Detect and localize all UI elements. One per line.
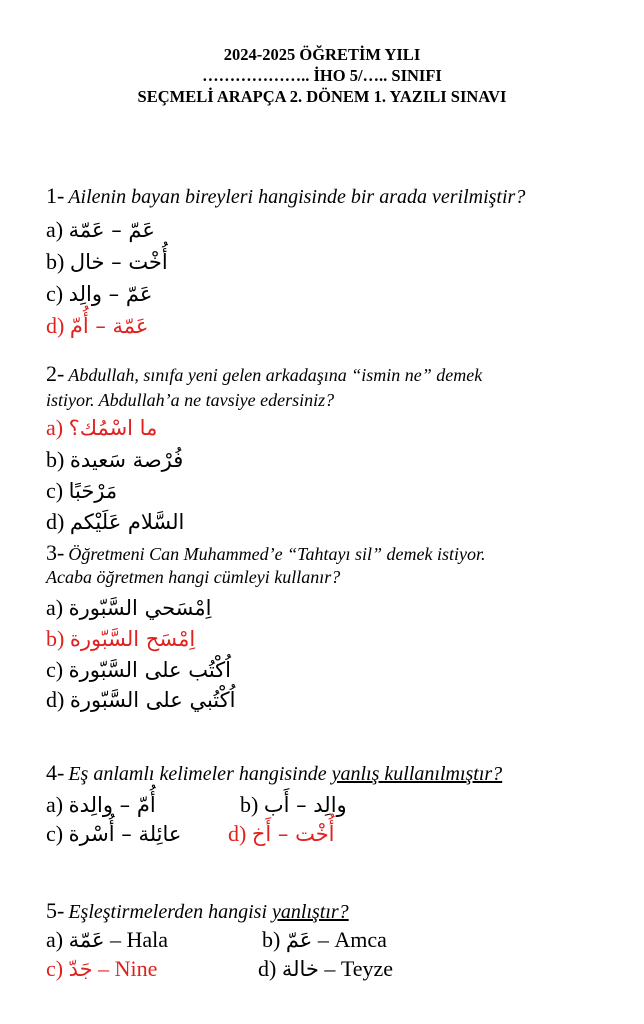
q5-option-d [258,955,393,983]
option-letter: b) [240,792,259,817]
question-text [68,901,348,923]
option-letter: b) [262,927,281,952]
question-3 [46,540,485,566]
q4-option-d-correct [228,820,335,848]
option-letter: c) [46,821,64,846]
question-number: 3- [46,540,65,565]
q4-option-b [240,791,347,819]
option-arabic: والِد – أَب [263,793,347,817]
option-letter: c) [46,657,64,682]
option-arabic: اِمْسَح السَّبّورة [69,627,196,651]
option-turkish: – Nine [92,956,158,981]
option-arabic: خالة [281,957,319,981]
option-letter: b) [46,447,65,472]
option-letter: d) [46,509,65,534]
header-class: ……………….. İHO 5/….. SINIFI [202,66,442,85]
question-text [68,763,502,785]
header-exam-title: SEÇMELİ ARAPÇA 2. DÖNEM 1. YAZILI SINAVI [137,87,507,106]
option-arabic: عَمّ – عَمّة [68,218,155,242]
option-letter: a) [46,792,64,817]
option-arabic: عَمّة [68,928,105,952]
option-letter: c) [46,478,64,503]
question-text-line-1: Öğretmeni Can Muhammed’e “Tahtayı sil” demek istiyor. [68,544,486,564]
option-letter: a) [46,595,64,620]
question-text-main: Eşleştirmelerden hangisi [68,901,273,923]
question-text-underlined: yanlış kullanılmıştır? [331,763,503,785]
option-arabic: السَّلام عَلَيْكم [69,510,185,534]
option-arabic: أُخْت – أَخ [251,822,335,846]
question-text-line-2: Acaba öğretmen hangi cümleyi kullanır? [46,567,341,587]
option-arabic: اِمْسَحي السَّبّورة [68,596,212,620]
option-turkish: – Teyze [318,956,394,981]
q3-option-c [46,656,231,684]
option-turkish: – Hala [104,927,169,952]
question-text: Ailenin bayan bireyleri hangisinde bir arada verilmiştir? [68,186,526,208]
question-2 [46,361,482,387]
q3-option-b-correct [46,625,195,653]
option-letter: c) [46,281,64,306]
option-letter: a) [46,415,64,440]
q2-option-c [46,477,117,505]
option-arabic: ما اسْمُك؟ [68,416,158,440]
q5-option-c-correct [46,955,157,983]
option-arabic: عَمّة – أُمّ [69,314,149,338]
option-arabic: عَمّ [285,928,313,952]
option-arabic: مَرْحَبًا [68,479,118,503]
option-arabic: اُكْتُب على السَّبّورة [68,658,232,682]
q2-option-a-correct [46,414,157,442]
exam-header [0,44,644,107]
option-arabic: جَدّ [68,957,93,981]
option-letter: c) [46,956,64,981]
q2-option-d [46,508,184,536]
question-4 [46,760,502,786]
question-number: 1- [46,183,65,208]
question-number: 2- [46,361,65,386]
option-arabic: فُرْصة سَعيدة [69,448,184,472]
option-letter: a) [46,927,64,952]
q4-option-a [46,791,156,819]
option-letter: d) [46,687,65,712]
option-letter: b) [46,626,65,651]
option-arabic: عَمّ – والِد [68,282,153,306]
option-letter: d) [258,956,277,981]
q3-option-a [46,594,211,622]
q4-option-c [46,820,181,848]
question-3-continued [46,567,340,588]
q1-option-d-correct [46,312,148,340]
q1-option-b [46,248,168,276]
option-letter: b) [46,249,65,274]
header-school-year: 2024-2025 ÖĞRETİM YILI [223,45,421,64]
q1-option-c [46,280,152,308]
question-text-line-1: Abdullah, sınıfa yeni gelen arkadaşına “ismin ne” demek [68,365,483,385]
question-number: 4- [46,760,65,785]
q5-option-b [262,926,387,954]
q5-option-a [46,926,168,954]
option-arabic: عائِلة – أُسْرة [68,822,182,846]
q2-option-b [46,446,183,474]
option-arabic: أُخْت – خال [69,250,168,274]
question-5 [46,898,349,924]
option-arabic: أُمّ – والِدة [68,793,156,817]
question-text-line-2: istiyor. Abdullah’a ne tavsiye edersiniz? [46,390,335,410]
option-arabic: اُكْتُبي على السَّبّورة [69,688,236,712]
option-letter: a) [46,217,64,242]
question-number: 5- [46,898,65,923]
option-letter: d) [228,821,247,846]
q3-option-d [46,686,235,714]
question-1 [46,183,525,209]
question-2-continued [46,390,334,411]
q1-option-a [46,216,155,244]
question-text-main: Eş anlamlı kelimeler hangisinde [68,763,332,785]
question-text-underlined: yanlıştır? [272,901,349,923]
option-turkish: – Amca [312,927,387,952]
option-letter: d) [46,313,65,338]
